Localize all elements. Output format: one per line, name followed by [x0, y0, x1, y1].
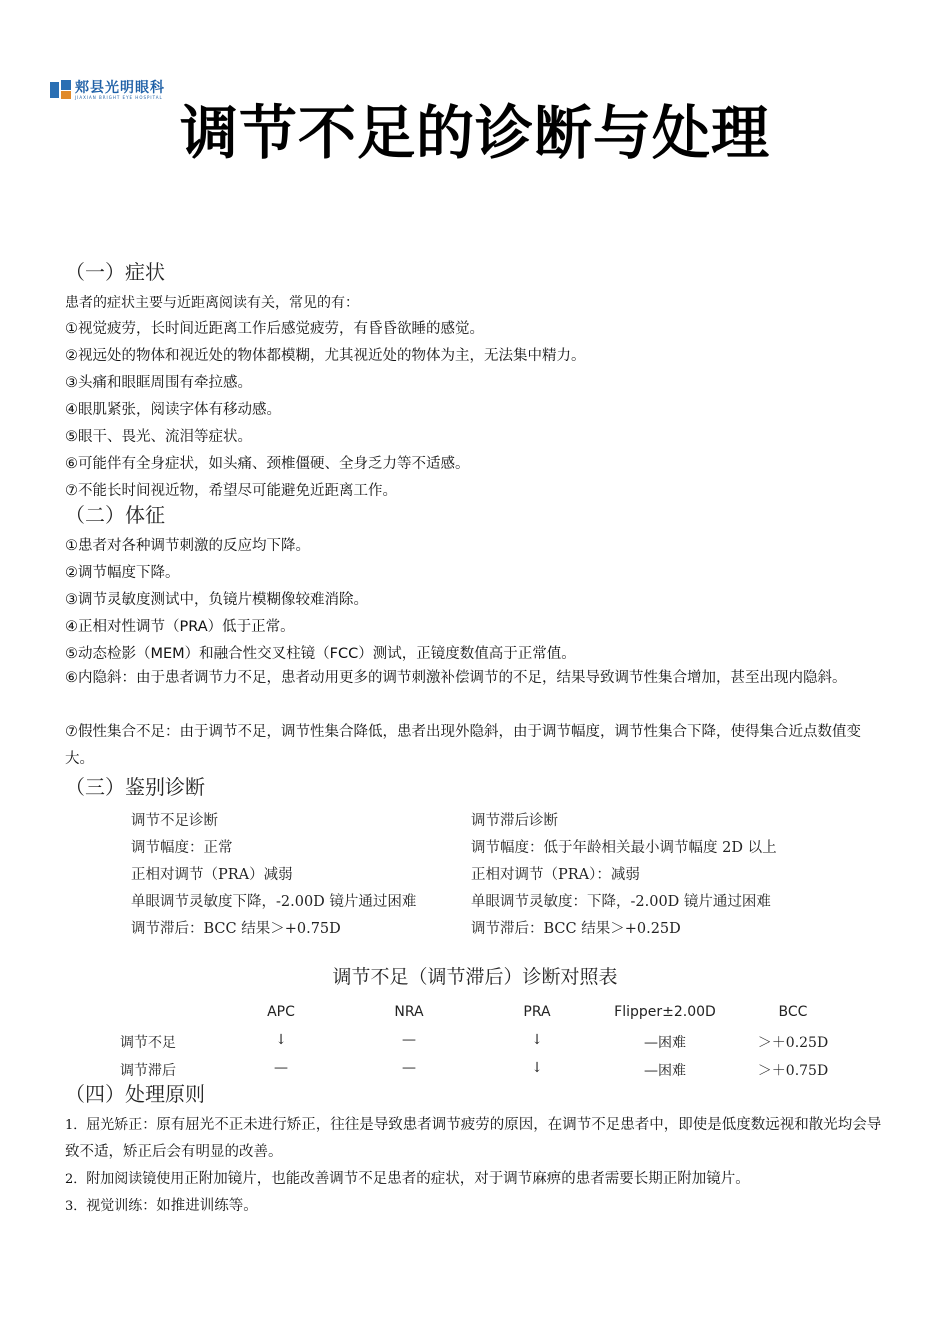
table-cell: ＞＋0.25D — [757, 1035, 829, 1051]
diff-right-line: 正相对调节（PRA）：减弱 — [471, 867, 640, 883]
diff-right-line: 调节幅度：低于年龄相关最小调节幅度 2D 以上 — [471, 840, 777, 856]
treatment-num: 1． — [65, 1118, 87, 1133]
table-row-label: 调节不足 — [120, 1035, 176, 1051]
treatment-body: 正附加镜片，也能改善调节不足患者的症状，对于调节麻痹的患者需要长期正附加镜片。 — [184, 1171, 750, 1187]
symptom-item: ⑦不能长时间视近物，希望尽可能避免近距离工作。 — [65, 483, 397, 499]
diff-right-line: 调节滞后诊断 — [471, 813, 558, 829]
table-header: Flipper±2.00D — [614, 1004, 716, 1020]
symptom-item: ③头痛和眼眶周围有牵拉感。 — [65, 375, 252, 391]
diff-left-line: 调节幅度：正常 — [131, 840, 233, 856]
diff-right-line: 单眼调节灵敏度：下降，-2.00D 镜片通过困难 — [471, 894, 771, 910]
table-cell: ↓ — [275, 1032, 287, 1048]
section-heading-symptoms: （一）症状 — [65, 260, 165, 284]
table-cell: — — [402, 1032, 416, 1048]
sign-item: ④正相对性调节（PRA）低于正常。 — [65, 619, 295, 635]
section-heading-differential: （三）鉴别诊断 — [65, 775, 205, 799]
treatment-item — [65, 1112, 885, 1166]
table-cell: ＞＋0.75D — [757, 1063, 829, 1079]
treatment-lead: 屈光矫正： — [86, 1117, 157, 1133]
table-header: APC — [267, 1004, 295, 1020]
table-cell: ↓ — [531, 1060, 543, 1076]
table-cell: — — [274, 1060, 288, 1076]
sign-item: ②调节幅度下降。 — [65, 565, 180, 581]
symptom-item: ④眼肌紧张，阅读字体有移动感。 — [65, 402, 281, 418]
symptom-item: ②视远处的物体和视近处的物体都模糊，尤其视近处的物体为主，无法集中精力。 — [65, 348, 586, 364]
treatment-item — [65, 1166, 885, 1193]
table-header: NRA — [394, 1004, 424, 1020]
table-caption: 调节不足（调节滞后）诊断对照表 — [332, 966, 618, 988]
symptom-item: ①视觉疲劳，长时间近距离工作后感觉疲劳，有昏昏欲睡的感觉。 — [65, 321, 484, 337]
table-cell: ↓ — [531, 1032, 543, 1048]
symptom-item: ⑥可能伴有全身症状，如头痛、颈椎僵硬、全身乏力等不适感。 — [65, 456, 470, 472]
table-header: PRA — [523, 1004, 551, 1020]
symptom-item: ⑤眼干、畏光、流泪等症状。 — [65, 429, 252, 445]
table-cell: — — [402, 1060, 416, 1076]
treatment-body: 原有屈光不正未进行矫正，往往是导致患者调节疲劳的原因，在调节不足患者中，即使是低度数远视和散光均会导致不适，矫正后会有明显的改善。 — [65, 1117, 882, 1160]
diff-left-line: 单眼调节灵敏度下降，-2.00D 镜片通过困难 — [131, 894, 417, 910]
treatment-num: 2． — [65, 1172, 87, 1187]
treatment-item — [65, 1193, 885, 1220]
table-row-label: 调节滞后 — [120, 1063, 176, 1079]
symptoms-intro: 患者的症状主要与近距离阅读有关，常见的有： — [65, 295, 359, 311]
treatment-body: 如推进训练等。 — [156, 1198, 258, 1214]
treatment-lead: 视觉训练： — [86, 1198, 157, 1214]
page-title: 调节不足的诊断与处理 — [179, 99, 770, 167]
sign-item: ⑤动态检影（MEM）和融合性交叉柱镜（FCC）测试，正镜度数值高于正常值。 — [65, 646, 576, 662]
treatment-lead: 附加阅读镜使用 — [86, 1171, 185, 1187]
sign-item: ③调节灵敏度测试中，负镜片模糊像较难消除。 — [65, 592, 368, 608]
sign-item: ⑥内隐斜：由于患者调节力不足，患者动用更多的调节刺激补偿调节的不足，结果导致调节性集合增加，甚至出现内隐斜。 — [65, 670, 847, 686]
table-cell: —困难 — [644, 1035, 686, 1051]
section-heading-signs: （二）体征 — [65, 503, 165, 527]
table-header: BCC — [778, 1004, 808, 1020]
logo-name-en: JIAXIAN BRIGHT EYE HOSPITAL — [75, 94, 163, 100]
treatment-num: 3． — [65, 1199, 87, 1214]
sign-item: ⑦假性集合不足：由于调节不足，调节性集合降低，患者出现外隐斜，由于调节幅度，调节性集合下降，使得集合近点数值变大。 — [65, 724, 861, 767]
table-cell: —困难 — [644, 1063, 686, 1079]
diff-left-line: 调节滞后：BCC 结果＞+0.75D — [131, 921, 341, 937]
diff-left-line: 正相对调节（PRA）减弱 — [131, 867, 293, 883]
section-heading-treatment: （四）处理原则 — [65, 1082, 205, 1106]
sign-item: ①患者对各种调节刺激的反应均下降。 — [65, 538, 310, 554]
diff-right-line: 调节滞后：BCC 结果＞+0.25D — [471, 921, 681, 937]
diff-left-line: 调节不足诊断 — [131, 813, 218, 829]
logo-name-cn: 郏县光明眼科 — [75, 79, 165, 96]
